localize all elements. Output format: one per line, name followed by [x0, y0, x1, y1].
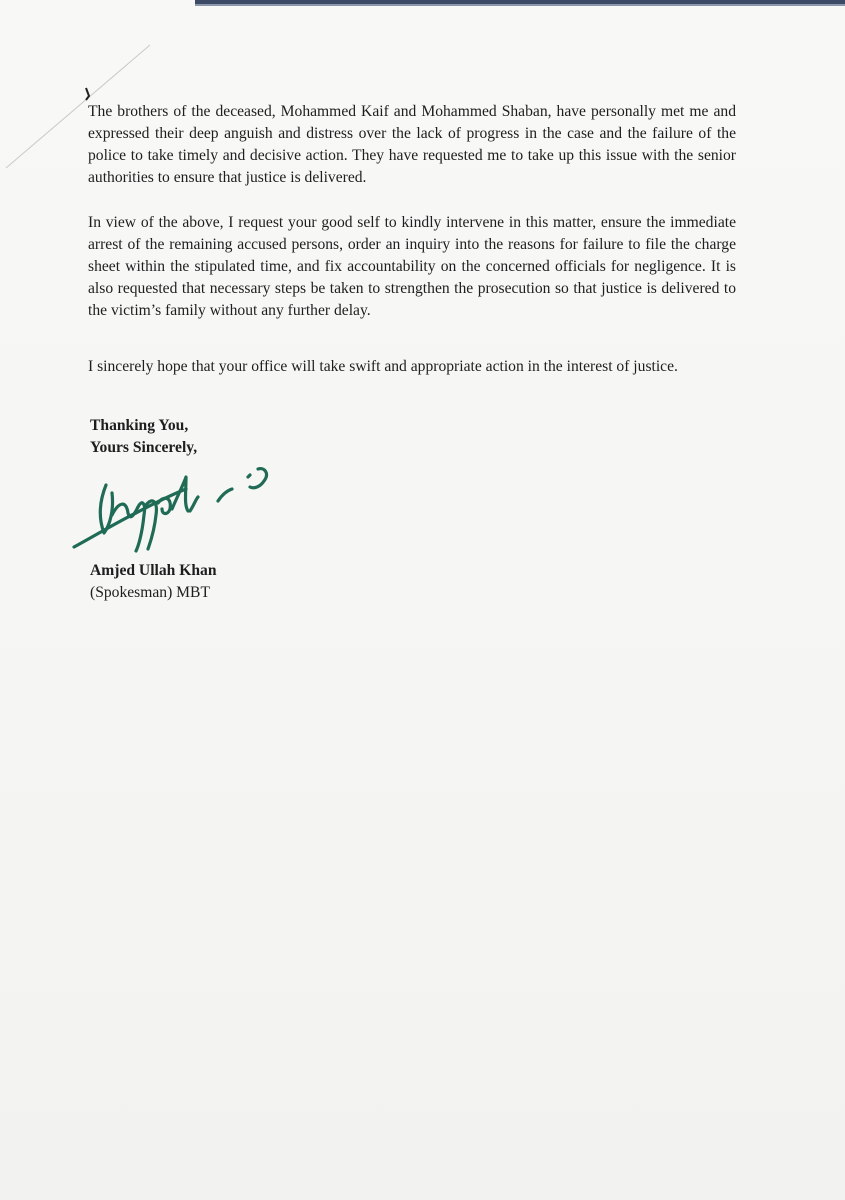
body-paragraph-3: I sincerely hope that your office will take swift and appropriate action in the interest of justice. — [88, 358, 678, 375]
handwritten-signature — [66, 455, 276, 555]
signer-name: Amjed Ullah Khan — [90, 562, 217, 579]
signer-title: (Spokesman) MBT — [90, 584, 210, 601]
body-paragraph-2: In view of the above, I request your good self to kindly intervene in this matter, ensure the immediate arrest of the remaining accused persons, order an inquiry into the reasons for failure to file the charge sheet within the stipulated time, and fix accountability on the concerned officials for negligence. It is also requested that necessary steps be taken to strengthen the prosecution so that justice is delivered to the victim’s family without any further delay. — [88, 214, 736, 319]
body-paragraph-1: The brothers of the deceased, Mohammed Kaif and Mohammed Shaban, have personally met me and expressed their deep anguish and distress over the lack of progress in the case and the failure of the police to take timely and decisive action. They have requested me to take up this issue with the senior authorities to ensure that justice is delivered. — [88, 103, 736, 186]
closing-yours-sincerely: Yours Sincerely, — [90, 439, 198, 456]
closing-thanks: Thanking You, — [90, 417, 189, 434]
